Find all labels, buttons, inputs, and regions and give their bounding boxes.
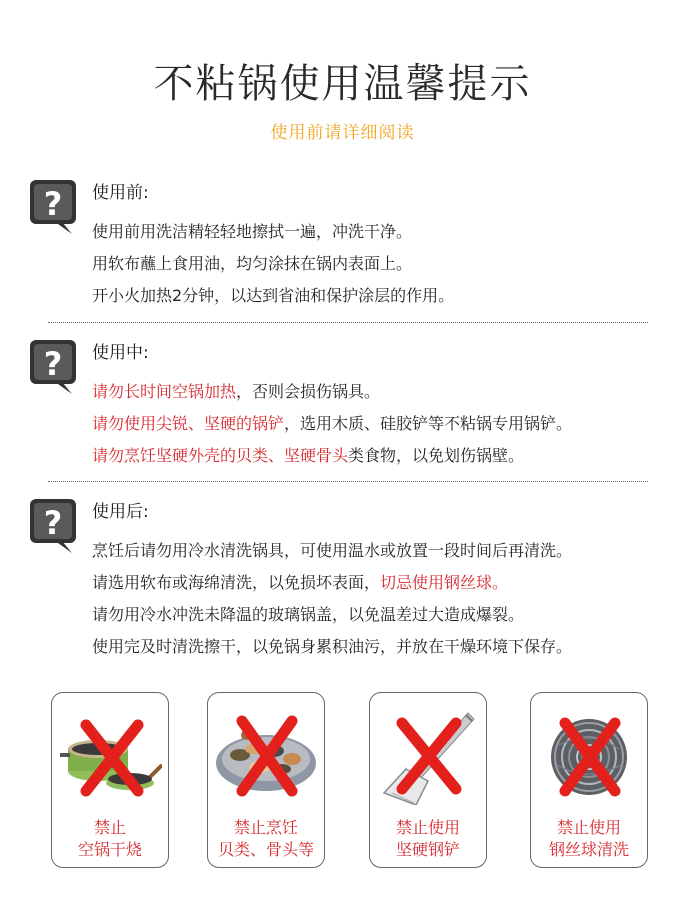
section-heading: 使用后:	[92, 502, 149, 522]
card-caption-line2: 钢丝球清洗	[548, 840, 629, 859]
card-caption-line1: 禁止使用	[395, 818, 460, 837]
card-caption-line1: 禁止使用	[556, 818, 621, 837]
card-caption-line1: 禁止	[93, 818, 126, 837]
card-no-dry-heating	[51, 692, 169, 868]
section-heading: 使用中:	[92, 343, 149, 363]
warning-text: 请勿烹饪坚硬外壳的贝类、坚硬骨头	[92, 446, 349, 465]
warning-text: 请勿使用尖锐、坚硬的锅铲	[92, 414, 285, 433]
card-no-metal-spatula	[369, 692, 487, 868]
tip-line: 使用前用洗洁精轻轻地擦拭一遍，冲洗干净。	[92, 222, 413, 241]
question-bubble-icon	[28, 336, 80, 398]
steel-wool-icon	[537, 709, 641, 805]
card-caption-line2: 坚硬钢铲	[395, 840, 460, 859]
card-no-shellfish	[207, 692, 325, 868]
tip-line: 请勿用冷水冲洗未降温的玻璃锅盖，以免温差过大造成爆裂。	[92, 605, 525, 624]
empty-pot-icon	[58, 709, 162, 805]
card-caption-line2: 贝类、骨头等	[217, 840, 314, 859]
tip-line: 请勿使用尖锐、坚硬的锅铲，选用木质、硅胶铲等不粘锅专用锅铲。	[92, 414, 573, 433]
question-bubble-icon	[28, 495, 80, 557]
tip-line: 请选用软布或海绵清洗，以免损坏表面，切忌使用钢丝球。	[92, 573, 509, 592]
warning-text: 请勿长时间空锅加热	[92, 382, 237, 401]
tip-line: 请勿烹饪坚硬外壳的贝类、坚硬骨头类食物，以免划伤锅壁。	[92, 446, 525, 465]
tip-line: 烹饪后请勿用冷水清洗锅具，可使用温水或放置一段时间后再清洗。	[92, 541, 573, 560]
dotted-divider	[48, 481, 648, 482]
page-title: 不粘锅使用温馨提示	[153, 61, 532, 107]
warning-text: 切忌使用钢丝球。	[380, 573, 509, 592]
dotted-divider	[48, 322, 648, 323]
tip-line: 使用完及时清洗擦干，以免锅身累积油污，并放在干燥环境下保存。	[92, 637, 573, 656]
card-caption-line2: 空锅干烧	[77, 840, 142, 859]
metal-spatula-icon	[376, 709, 480, 805]
card-caption-line1: 禁止烹饪	[233, 818, 298, 837]
tip-line: 开小火加热2分钟，以达到省油和保护涂层的作用。	[92, 286, 455, 305]
prohibition-cards	[0, 692, 685, 872]
svg-text:?: ?	[43, 504, 63, 542]
svg-text:?: ?	[43, 185, 63, 223]
page-subtitle: 使用前请详细阅读	[270, 123, 415, 143]
svg-text:?: ?	[43, 345, 63, 383]
question-bubble-icon	[28, 176, 80, 238]
tip-line: 请勿长时间空锅加热，否则会损伤锅具。	[92, 382, 381, 401]
shellfish-bones-icon	[214, 709, 318, 805]
tip-line: 用软布蘸上食用油，均匀涂抹在锅内表面上。	[92, 254, 413, 273]
section-heading: 使用前:	[92, 183, 149, 203]
card-no-steel-wool	[530, 692, 648, 868]
